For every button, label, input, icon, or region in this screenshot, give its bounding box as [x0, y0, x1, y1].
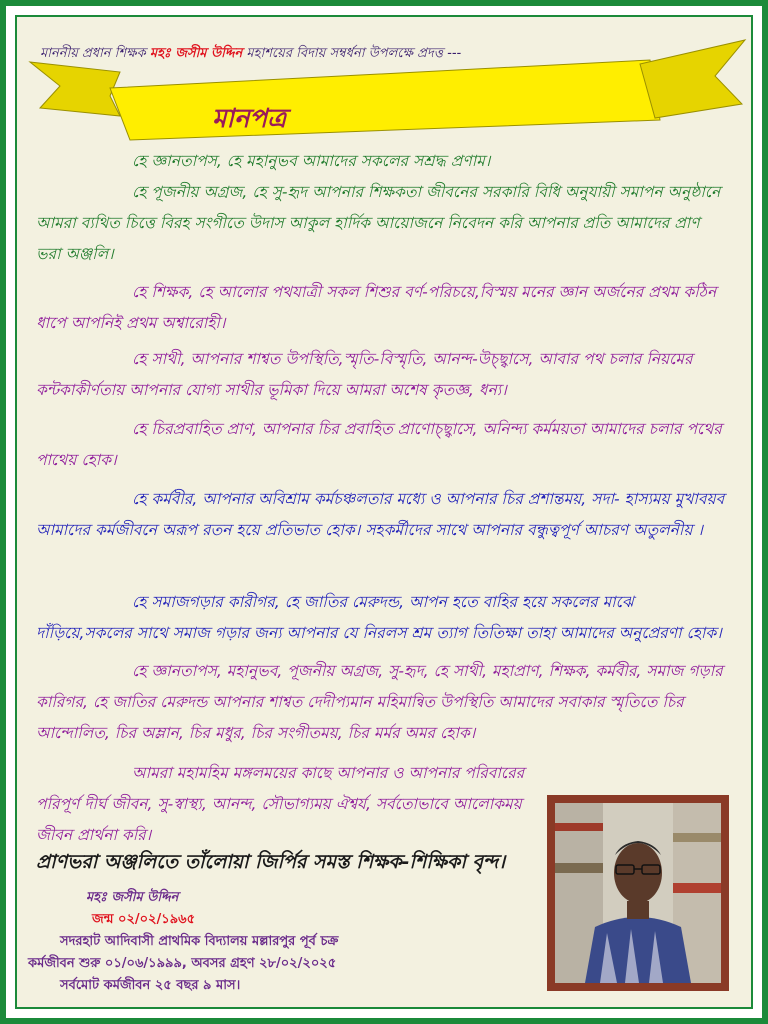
bio-service: কর্মজীবন শুরু ০১/০৬/১৯৯৯, অবসর গ্রহণ ২৮/০২/২০২৫: [28, 956, 337, 971]
bio-dob: জন্ম ০২/০২/১৯৬৫: [92, 912, 196, 927]
bio-total: সর্বমোট কর্মজীবন ২৫ বছর ৯ মাস।: [60, 978, 241, 993]
portrait-photo: [555, 803, 721, 983]
portrait-illustration: [555, 803, 721, 983]
paragraph-8: হে জ্ঞানতাপস, মহানুভব, পূজনীয় অগ্রজ, সু-হৃদ, হে সাথী, মহাপ্রাণ, শিক্ষক, কর্মবীর, সমাজ গড়ার কারিগর, হে জাতির মেরুদন্ড আপনার শাশ্বত দেদীপ্যমান মহিমান্বিত উপস্থিতি আমাদের সবাকার স্মৃতিতে চির আন্দোলিত, চির অম্লান, চির মধুর, চির সংগীতময়, চির মর্মর অমর হোক।: [36, 662, 723, 742]
paragraph-1: হে জ্ঞানতাপস, হে মহানুভব আমাদের সকলের সশ্রদ্ধ প্রণাম।: [132, 152, 491, 170]
paragraph-5: হে চিরপ্রবাহিত প্রাণ, আপনার চির প্রবাহিত প্রাণোচ্ছ্বাসে, অনিন্দ্য কর্মময়তা আমাদের চলার পথের পাথেয় হোক।: [36, 420, 722, 469]
page-title: মানপত্র: [212, 104, 287, 134]
paragraph-7: হে সমাজগড়ার কারীগর, হে জাতির মেরুদন্ড, আপন হতে বাহির হয়ে সকলের মাঝে দাঁড়িয়ে,সকলের সাথে সমাজ গড়ার জন্য আপনার যে নিরলস শ্রম ত্যাগ তিতিক্ষা তাহা আমাদের অনুপ্রেরণা হোক।: [36, 593, 722, 642]
paragraph-4: হে সাথী, আপনার শাশ্বত উপস্থিতি,স্মৃতি-বিস্মৃতি, আনন্দ-উচ্ছ্বাসে, আবার পথ চলার নিয়মের কন্টকাকীর্ণতায় আপনার যোগ্য সাথীর ভূমিকা দিয়ে আমরা অশেষ কৃতজ্ঞ, ধন্য।: [36, 350, 693, 399]
header-suffix: মহাশয়ের বিদায় সম্বর্ধনা উপলক্ষে প্রদত্ত ---: [246, 46, 462, 61]
paragraph-6: হে কর্মবীর, আপনার অবিশ্রাম কর্মচঞ্চলতার মধ্যে ও আপনার চির প্রশান্তময়, সদা- হাস্যময় মুখাবয়ব আমাদের কর্মজীবনে অরূপ রতন হয়ে প্রতিভাত হোক। সহকর্মীদের সাথে আপনার বন্ধুত্বপূর্ণ আচরণ অতুলনীয় ।: [36, 490, 725, 539]
bio-school: সদরহাট আদিবাসী প্রাথমিক বিদ্যালয় মল্লারপুর পূর্ব চক্র: [60, 934, 339, 949]
bio-name: মহঃ জসীম উদ্দিন: [86, 890, 179, 905]
paragraph-2: হে পূজনীয় অগ্রজ, হে সু-হৃদ আপনার শিক্ষকতা জীবনের সরকারি বিধি অনুযায়ী সমাপন অনুষ্ঠানে আমরা ব্যথিত চিত্তে বিরহ সংগীতে উদাস আকুল হার্দিক আয়োজনে নিবেদন করি আপনার প্রতি আমাদের প্রাণ ভরা অঞ্জলি।: [36, 183, 721, 263]
signoff-line: প্রাণভরা অঞ্জলিতে তাঁলোয়া জির্পির সমস্ত শিক্ষক-শিক্ষিকা বৃন্দ।: [36, 851, 506, 873]
portrait-frame: [547, 795, 729, 991]
header-name: মহঃ জসীম উদ্দিন: [149, 46, 243, 61]
header-prefix: মাননীয় প্রধান শিক্ষক: [40, 46, 146, 61]
paragraph-3: হে শিক্ষক, হে আলোর পথযাত্রী সকল শিশুর বর্ণ-পরিচয়ে,বিস্ময় মনের জ্ঞান অর্জনের প্রথম কঠিন ধাপে আপনিই প্রথম অশ্বারোহী।: [36, 283, 717, 332]
paragraph-9: আমরা মহামহিম মঙ্গলময়ের কাছে আপনার ও আপনার পরিবারের পরিপূর্ণ দীর্ঘ জীবন, সু-স্বাস্থ্য, আনন্দ, সৌভাগ্যময় ঐশ্বর্য, সর্বতোভাবে আলোকময় জীবন প্রার্থনা করি।: [36, 764, 525, 844]
title-ribbon: [0, 0, 768, 160]
